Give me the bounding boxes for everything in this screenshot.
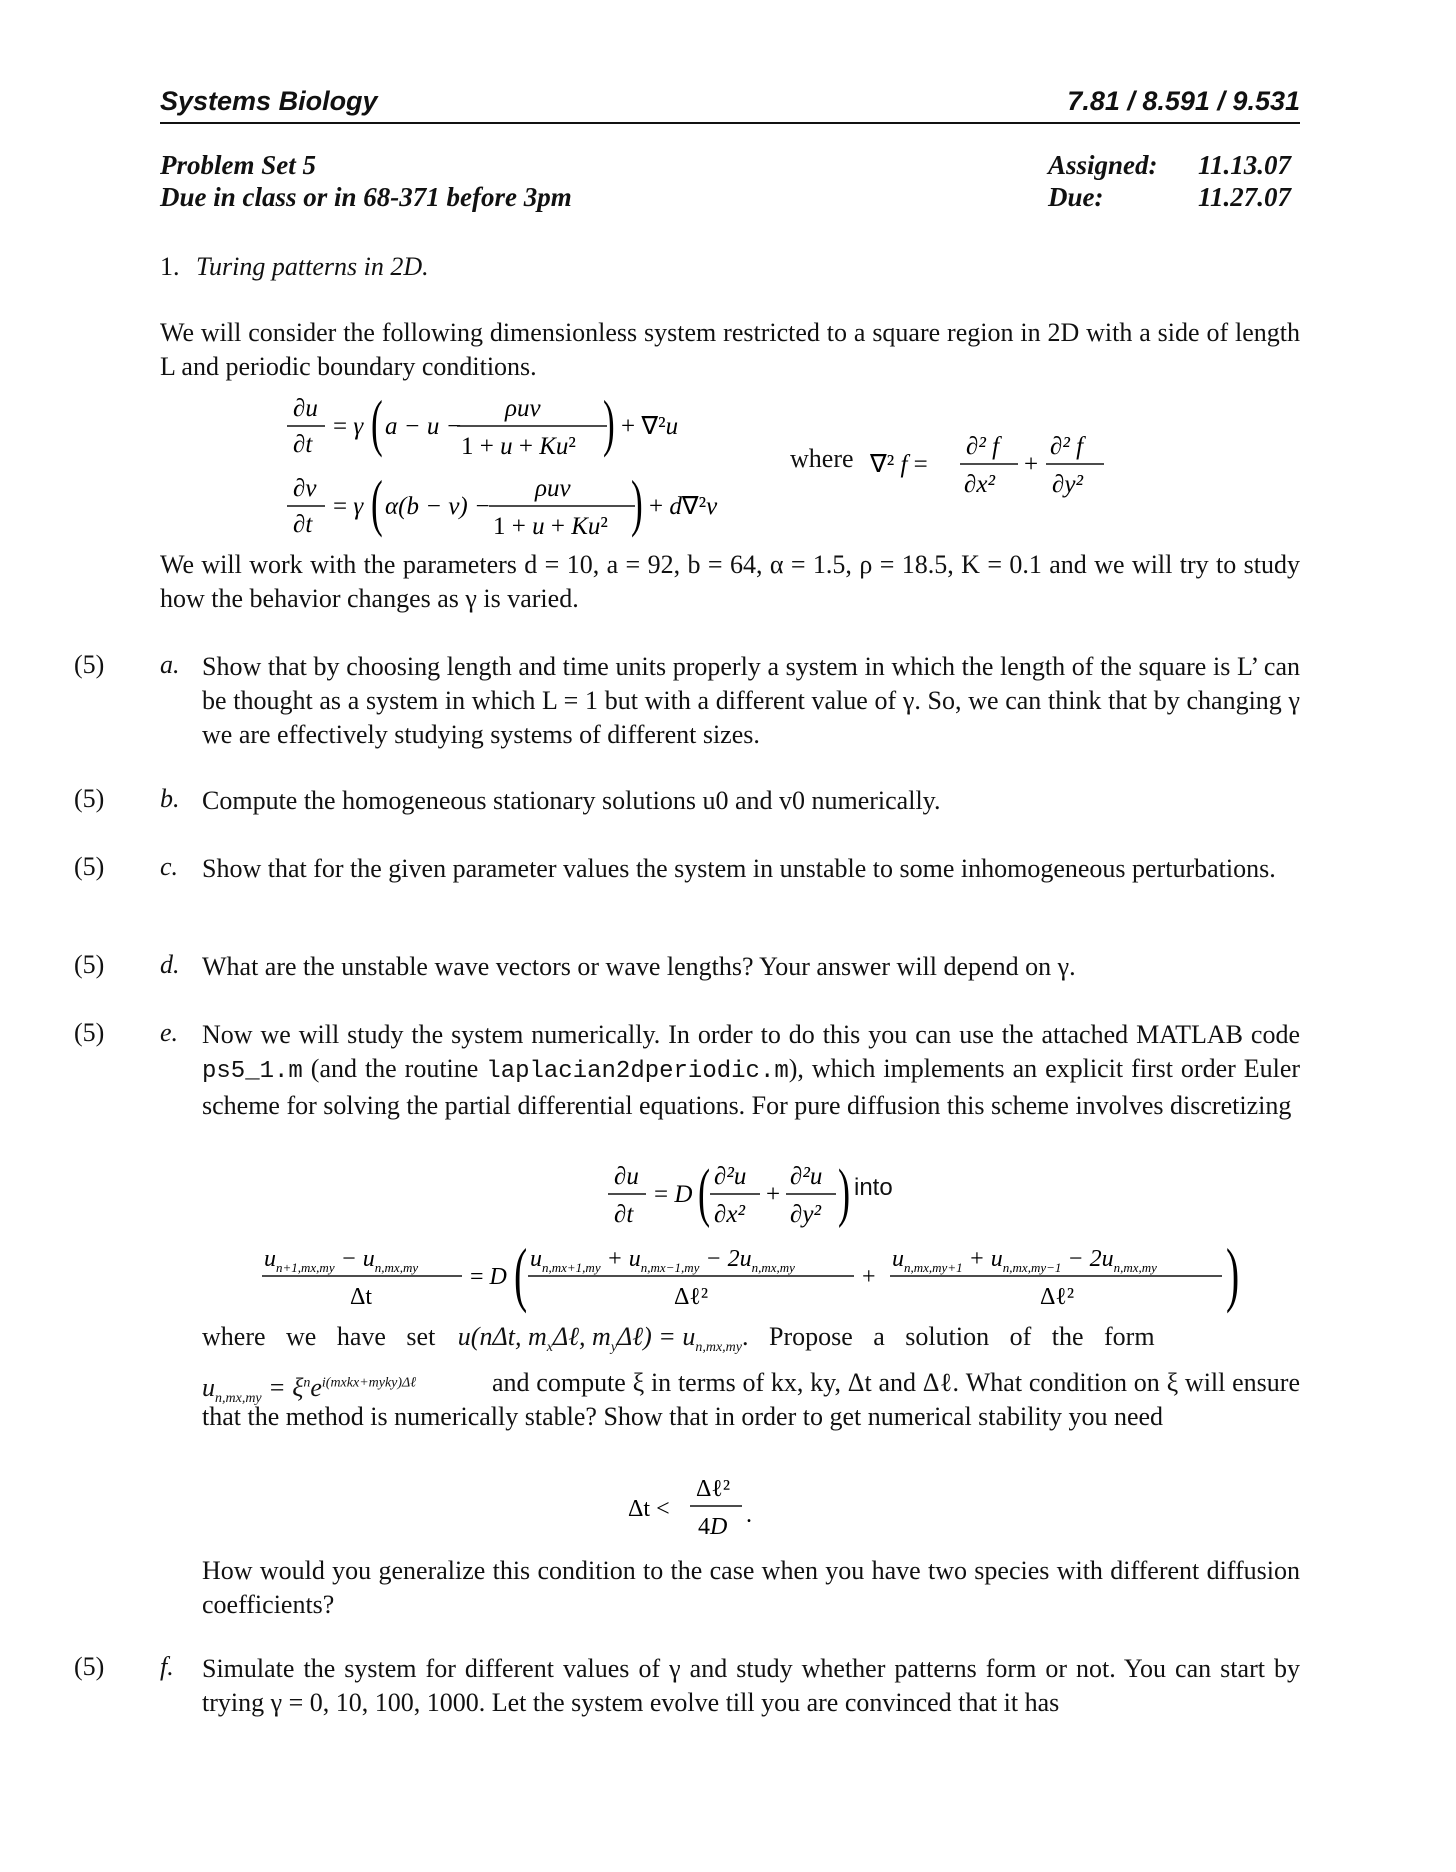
svg-text:∂²u: ∂²u bbox=[790, 1163, 823, 1190]
svg-text:Δt <: Δt < bbox=[628, 1496, 670, 1522]
code-laplacian: laplacian2dperiodic.m bbox=[486, 1058, 789, 1085]
part-d-text: What are the unstable wave vectors or wave lengths? Your answer will depend on γ. bbox=[202, 952, 1076, 981]
where-set-formula: u(nΔt, $m_x\Delta\ell$, $m_y\Delta\ell) = u_{n,mx,my}$ bbox=[457, 1322, 742, 1356]
svg-text:= D: = D bbox=[470, 1264, 507, 1290]
part-c-text: Show that for the given parameter values the system in unstable to some inhomogeneous perturbations. bbox=[202, 854, 1276, 883]
part-d-points: (5) bbox=[74, 950, 105, 979]
where-set-text: where we have set bbox=[202, 1322, 436, 1351]
part-a-label: a. bbox=[160, 650, 180, 679]
part-b-label: b. bbox=[160, 784, 180, 813]
course-numbers: 7.81 / 8.591 / 9.531 bbox=[1067, 86, 1300, 116]
svg-text:= γ: = γ bbox=[333, 493, 364, 520]
svg-text:∂² f: ∂² f bbox=[1050, 433, 1084, 460]
svg-text:Δℓ²: Δℓ² bbox=[696, 1476, 731, 1502]
svg-text:a − u −: a − u − bbox=[385, 413, 463, 440]
svg-text:Δℓ²: Δℓ² bbox=[674, 1284, 709, 1310]
part-d-label: d. bbox=[160, 950, 180, 979]
svg-text:4D: 4D bbox=[698, 1514, 728, 1540]
code-ps5: ps5_1.m bbox=[202, 1058, 303, 1085]
svg-text:un,mx+1,my + un,mx−1,my − 2un,: $u_{n,mx+1,my} + u_{n,mx-1,my} - 2u_{n,mx,my}$ bbox=[530, 1246, 795, 1275]
problem-intro: We will consider the following dimensionless system restricted to a square region in 2D with a side of length L and periodic boundary conditions. bbox=[160, 318, 1300, 381]
assigned-label: Assigned: bbox=[1048, 150, 1158, 180]
svg-text:1 + u + Ku²: 1 + u + Ku² bbox=[493, 513, 608, 540]
svg-text:): ) bbox=[1226, 1233, 1240, 1315]
svg-text:(: ( bbox=[371, 388, 383, 459]
svg-text:): ) bbox=[603, 388, 615, 459]
svg-text:Δℓ²: Δℓ² bbox=[1040, 1284, 1075, 1310]
part-e-text-c: ), which implements an explicit first order Euler scheme for solving the partial differential equations. For pure diffusion this scheme involves discretizing bbox=[202, 1054, 1301, 1120]
svg-text:∂x²: ∂x² bbox=[964, 471, 995, 498]
svg-text:): ) bbox=[631, 468, 643, 539]
equation-dv-dt-svg bbox=[285, 468, 745, 542]
svg-text:+: + bbox=[1024, 451, 1039, 478]
part-c-label: c. bbox=[160, 852, 179, 881]
part-f-points: (5) bbox=[74, 1652, 105, 1681]
equation-du-dt-svg bbox=[285, 388, 725, 462]
part-e-text bbox=[202, 1018, 1300, 1123]
equation-dv-dt bbox=[285, 468, 745, 549]
svg-text:= γ: = γ bbox=[333, 413, 364, 440]
svg-text:∂v: ∂v bbox=[293, 475, 317, 502]
svg-text:∂²u: ∂²u bbox=[714, 1163, 747, 1190]
svg-text:∂u: ∂u bbox=[293, 395, 318, 422]
svg-text:ρuv: ρuv bbox=[535, 475, 571, 502]
svg-text:∂y²: ∂y² bbox=[1052, 471, 1083, 498]
problem-heading bbox=[160, 250, 429, 284]
part-e-label: e. bbox=[160, 1018, 179, 1047]
problem-params: We will work with the parameters d = 10, a = 92, b = 64, α = 1.5, ρ = 18.5, K = 0.1 and we will try to study how the behavior changes as γ is varied. bbox=[160, 550, 1300, 613]
svg-text:1 + u + Ku²: 1 + u + Ku² bbox=[461, 433, 576, 460]
part-b-points: (5) bbox=[74, 784, 105, 813]
svg-text:∂y²: ∂y² bbox=[790, 1201, 821, 1228]
ansatz-formula: $u_{n,mx,my} = \xi^ne^{i(mxkx+myky)\Delta\ell}$ bbox=[202, 1372, 417, 1406]
svg-text:ρuv: ρuv bbox=[505, 395, 541, 422]
part-e-where-line: where we have set u(nΔt, $m_x\Delta\ell$, $m_y\Delta\ell) = u_{n,mx,my}$. Propose a solution of the form bbox=[202, 1322, 1155, 1356]
page-header bbox=[160, 86, 1300, 124]
due-note: Due in class or in 68-371 before 3pm bbox=[160, 182, 572, 212]
svg-text:+ d∇²v: + d∇²v bbox=[649, 493, 718, 520]
propose-text: Propose a solution of the form bbox=[768, 1322, 1155, 1351]
equation-diffusion bbox=[606, 1155, 926, 1239]
part-c-points: (5) bbox=[74, 852, 105, 881]
svg-text:∂x²: ∂x² bbox=[714, 1201, 745, 1228]
svg-text:α(b − v) −: α(b − v) − bbox=[385, 493, 491, 520]
part-e-generalize: How would you generalize this condition to the case when you have two species with different diffusion coefficients? bbox=[202, 1556, 1300, 1619]
due-label: Due: bbox=[1048, 182, 1104, 212]
svg-text:(: ( bbox=[698, 1155, 711, 1229]
assigned-date: 11.13.07 bbox=[1198, 150, 1292, 180]
part-e-points: (5) bbox=[74, 1018, 105, 1047]
part-a-text: Show that by choosing length and time units properly a system in which the length of the square is L’ can be thought as a system in which L = 1 but with a different value of γ. So, we can think that by changing γ we are effectively studying systems of different sizes. bbox=[202, 652, 1300, 749]
svg-text:∂t: ∂t bbox=[293, 431, 313, 458]
part-e-text-a: Now we will study the system numerically. In order to do this you can use the attached MATLAB code bbox=[202, 1020, 1300, 1049]
svg-text:∂² f: ∂² f bbox=[966, 433, 1000, 460]
equation-du-dt bbox=[285, 388, 725, 469]
equation-stability bbox=[628, 1474, 768, 1553]
part-e-compute: and compute ξ in terms of kx, ky, Δt and Δℓ. What condition on ξ will ensure that the method is numerically stable? Show that in order to get numerical stability you need bbox=[202, 1368, 1300, 1431]
problem-number: 1. bbox=[160, 252, 180, 281]
equation-discretized-svg bbox=[262, 1233, 1272, 1316]
svg-text:∂u: ∂u bbox=[614, 1163, 639, 1190]
due-date: 11.27.07 bbox=[1198, 182, 1292, 212]
where-label: where bbox=[790, 444, 854, 473]
svg-text:un+1,mx,my − un,mx,my: $u_{n+1,mx,my} - u_{n,mx,my}$ bbox=[264, 1246, 419, 1275]
svg-text:(: ( bbox=[371, 468, 383, 539]
part-a-points: (5) bbox=[74, 650, 105, 679]
part-f-text: Simulate the system for different values of γ and study whether patterns form or not. You can start by trying γ = 0, 10, 100, 1000. Let the system evolve till you are convinced that it has bbox=[202, 1654, 1300, 1717]
svg-text:+ ∇²u: + ∇²u bbox=[621, 413, 679, 440]
svg-text:): ) bbox=[838, 1155, 851, 1229]
equation-stability-svg bbox=[628, 1474, 768, 1546]
svg-text:(: ( bbox=[514, 1233, 528, 1315]
svg-text:∇² f =: ∇² f = bbox=[870, 451, 928, 478]
svg-text:∂t: ∂t bbox=[293, 511, 313, 538]
problem-title: Turing patterns in 2D. bbox=[196, 252, 429, 281]
equation-discretized bbox=[262, 1233, 1272, 1323]
svg-text:∂t: ∂t bbox=[614, 1201, 634, 1228]
svg-text:+: + bbox=[862, 1264, 876, 1290]
course-title: Systems Biology bbox=[160, 86, 378, 116]
part-e-text-b: (and the routine bbox=[310, 1054, 479, 1083]
svg-text:.: . bbox=[746, 1502, 752, 1528]
svg-text:= D: = D bbox=[654, 1181, 693, 1208]
svg-text:un,mx,my+1 + un,mx,my−1 − 2un,: $u_{n,mx,my+1} + u_{n,mx,my-1} - 2u_{n,mx,my}$ bbox=[892, 1246, 1157, 1275]
svg-text:+: + bbox=[766, 1181, 781, 1208]
part-f-label: f. bbox=[160, 1652, 174, 1681]
laplacian-def-svg bbox=[870, 430, 1190, 500]
into-label: into bbox=[854, 1174, 893, 1201]
svg-text:Δt: Δt bbox=[350, 1284, 373, 1310]
pset-title: Problem Set 5 bbox=[160, 150, 316, 180]
part-b-text: Compute the homogeneous stationary solutions u0 and v0 numerically. bbox=[202, 786, 941, 815]
